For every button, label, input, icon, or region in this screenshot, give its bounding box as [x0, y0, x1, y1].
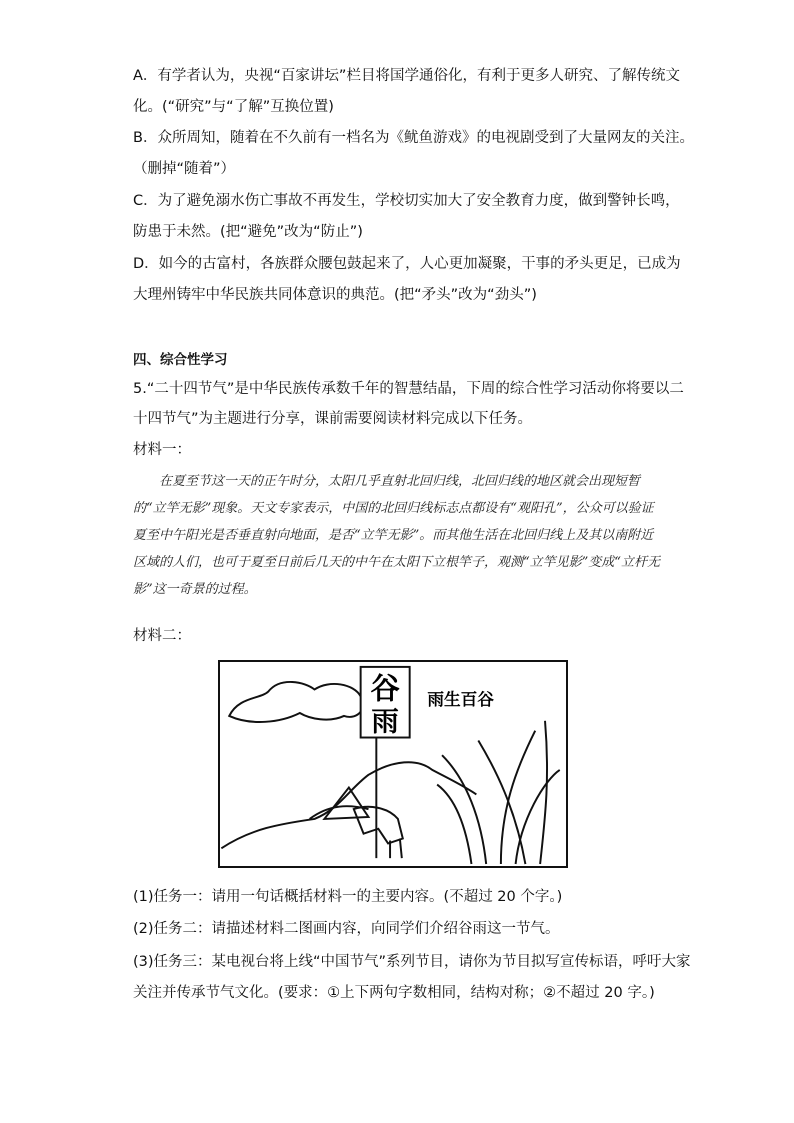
sign-char-top: 谷: [370, 670, 400, 706]
cloud-shape: [229, 682, 363, 722]
grain-rain-illustration: [218, 660, 568, 868]
section-heading: 四、综合性学习: [133, 352, 228, 368]
grass-blade: [442, 755, 486, 864]
option-b-line1: B．众所周知，随着在不久前有一档名为《鱿鱼游戏》的电视剧受到了大量网友的关注。: [133, 130, 694, 146]
option-c-line2: 防患于未然。(把“避免”改为“防止”): [133, 224, 363, 240]
material1-passage: [133, 468, 663, 603]
material2-label: 材料二：: [133, 628, 191, 644]
question-line1: 5.“二十四节气”是中华民族传承数千年的智慧结晶，下周的综合性学习活动你将要以二: [133, 381, 684, 397]
option-c-line1: C．为了避免溺水伤亡事故不再发生，学校切实加大了安全教育力度，做到警钟长鸣，: [133, 193, 680, 209]
figure-caption: 雨生百谷: [427, 689, 494, 710]
option-a-line2: 化。(“研究”与“了解”互换位置): [133, 99, 334, 115]
task-3-line1: (3)任务三：某电视台将上线“中国节气”系列节目，请你为节目拟写宣传标语，呼吁大家: [133, 954, 691, 970]
farmer-leg-2: [400, 839, 402, 859]
option-d-line2: 大理州铸牢中华民族共同体意识的典范。(把“矛头”改为“劲头”): [133, 287, 537, 303]
question-line2: 十四节气”为主题进行分享，课前需要阅读材料完成以下任务。: [133, 411, 533, 427]
task-2: (2)任务二：请描述材料二图画内容，向同学们介绍谷雨这一节气。: [133, 921, 560, 937]
farmer-hat: [324, 788, 368, 819]
illustration-svg: [220, 662, 566, 866]
material1-label: 材料一：: [133, 442, 191, 458]
task-1: (1)任务一：请用一句话概括材料一的主要内容。(不超过 20 个字。): [133, 889, 563, 905]
option-a-line1: A．有学者认为，央视“百家讲坛”栏目将国学通俗化，有利于更多人研究、了解传统文: [133, 68, 680, 84]
farmer-body: [354, 807, 403, 844]
material1-text: 在夏至节这一天的正午时分，太阳几乎直射北回归线，北回归线的地区就会出现短暂的“立竿无影”现象。天文专家表示，中国的北回归线标志点都设有“观阳孔”，公众可以验证夏至中午阳光是否垂直射向地面，是否“立竿无影”。而其他生活在北回归线上及其以南附近区域的人们，也可于夏至日前后几天的中午在太阳下立根竿子，观测“立竿见影”变成“立杆无影”这一奇景的过程。: [133, 474, 660, 597]
grass-blade-6: [437, 785, 471, 864]
option-b-line2: （删掉“随着”）: [133, 161, 236, 177]
task-3-line2: 关注并传承节气文化。(要求：①上下两句字数相同，结构对称；②不超过 20 字。): [133, 985, 655, 1001]
option-d-line1: D．如今的古富村，各族群众腰包鼓起来了，人心更加凝聚，干事的矛头更足，已成为: [133, 256, 681, 272]
sign-char-bottom: 雨: [371, 705, 399, 738]
